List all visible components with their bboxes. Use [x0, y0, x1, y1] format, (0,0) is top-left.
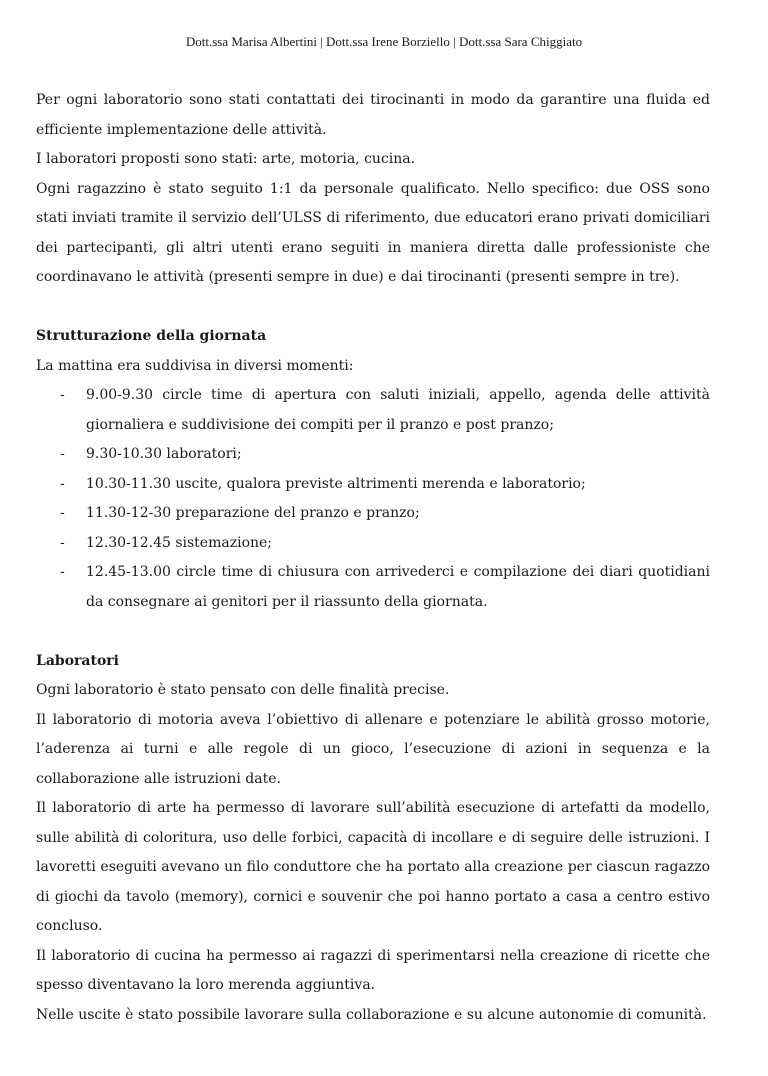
intro-paragraph: I laboratori proposti sono stati: arte, motoria, cucina.: [36, 151, 416, 167]
schedule-item: - 11.30-12-30 preparazione del pranzo e pranzo;: [36, 499, 710, 529]
intro-paragraph: Ogni ragazzino è stato seguito 1:1 da personale qualificato. Nello specifico: due OSS sono stati inviati tramite il servizio dell’ULSS di riferimento, due educatori erano privati domiciliari dei partecipanti, gli altri utenti erano seguiti in maniera diretta dalle professioniste che coordinavano le attività (presenti sempre in due) e dai tirocinanti (presenti sempre in tre).: [36, 180, 710, 285]
schedule-item: - 12.45-13.00 circle time di chiusura con arrivederci e compilazione dei diari quotidiani da consegnare ai genitori per il riassunto della giornata.: [36, 558, 710, 617]
schedule-item: - 9.00-9.30 circle time di apertura con saluti iniziali, appello, agenda delle attività giornaliera e suddivisione dei compiti per il pranzo e post pranzo;: [36, 381, 710, 440]
section-heading-laboratori: Laboratori: [36, 652, 119, 669]
intro-paragraph: Per ogni laboratorio sono stati contattati dei tirocinanti in modo da garantire una fluida ed efficiente implementazione delle attività.: [36, 92, 710, 138]
document-body: [36, 86, 710, 1030]
laboratori-paragraph: Nelle uscite è stato possibile lavorare sulla collaborazione e su alcune autonomie di comunità.: [36, 1006, 707, 1023]
laboratori-paragraph: Il laboratorio di cucina ha permesso ai ragazzi di sperimentarsi nella creazione di ricette che spesso diventavano la loro merenda aggiuntiva.: [36, 947, 710, 993]
schedule-item: - 9.30-10.30 laboratori;: [36, 440, 710, 470]
schedule-item: - 12.30-12.45 sistemazione;: [36, 529, 710, 559]
schedule-list: [36, 381, 710, 617]
schedule-item: - 10.30-11.30 uscite, qualora previste altrimenti merenda e laboratorio;: [36, 470, 710, 500]
structure-intro: La mattina era suddivisa in diversi momenti:: [36, 357, 354, 374]
laboratori-paragraph: Il laboratorio di motoria aveva l’obiettivo di allenare e potenziare le abilità grosso motorie, l’aderenza ai turni e alle regole di un gioco, l’esecuzione di azioni in sequenza e la collaborazione alle istruzioni date.: [36, 711, 710, 787]
page-header-authors: Dott.ssa Marisa Albertini | Dott.ssa Irene Borziello | Dott.ssa Sara Chiggiato: [185, 34, 583, 49]
laboratori-paragraph: Il laboratorio di arte ha permesso di lavorare sull’abilità esecuzione di artefatti da modello, sulle abilità di coloritura, uso delle forbici, capacità di incollare e di seguire delle istruzioni. I lavoretti eseguiti avevano un filo conduttore che ha portato alla creazione per ciascun ragazzo di giochi da tavolo (memory), cornici e souvenir che poi hanno portato a casa a centro estivo concluso.: [36, 800, 710, 934]
section-heading-structure: Strutturazione della giornata: [36, 328, 267, 344]
spacer: [36, 617, 710, 647]
laboratori-paragraph: Ogni laboratorio è stato pensato con delle finalità precise.: [36, 682, 450, 698]
spacer: [36, 293, 710, 323]
